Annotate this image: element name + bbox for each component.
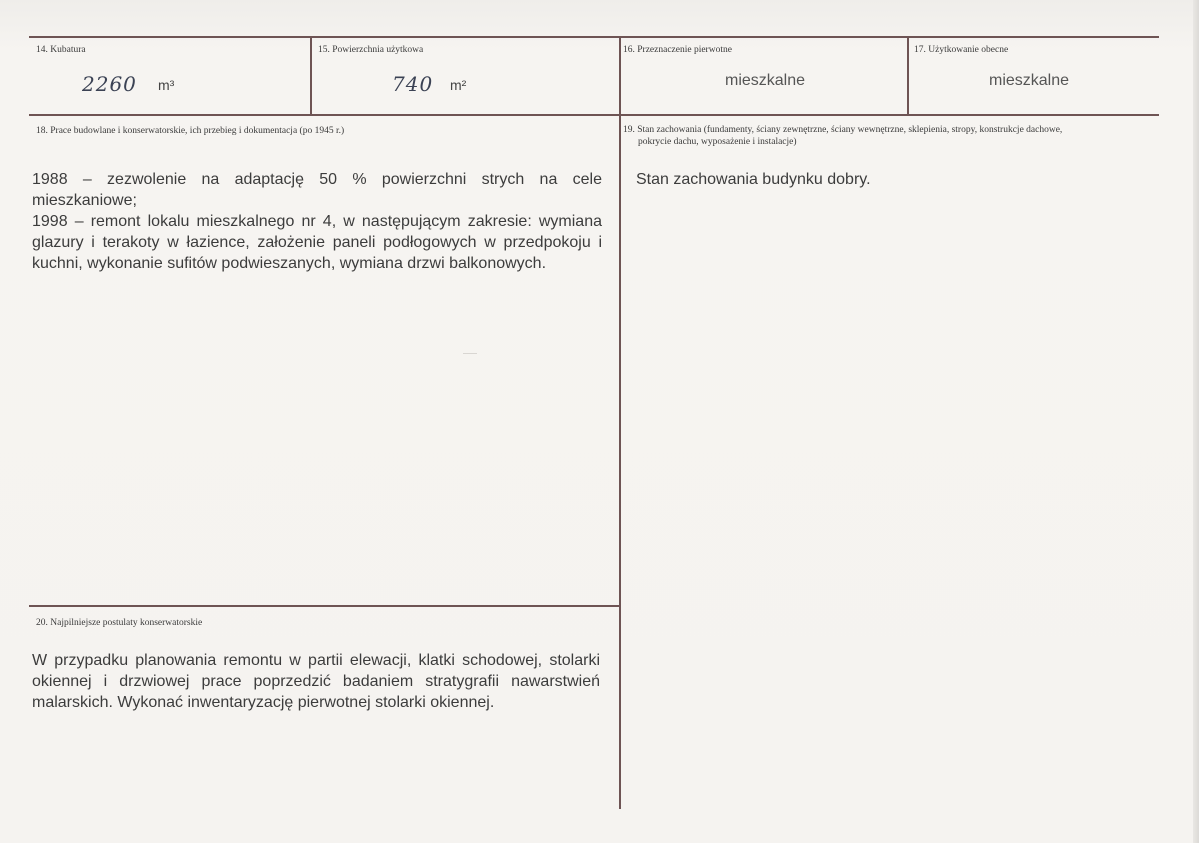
field-18-text: 1988 – zezwolenie na adaptację 50 % powierzchni strych na cele mieszkaniowe; 1998 – remont lokalu mieszkalnego nr 4, w następującym zakresie: wymiana glazury i terakoty w łazience, założenie paneli podłogowych w przedpokoju i kuchni, wykonanie sufitów podwieszanych, wymiana drzwi balkonowych. [32,171,602,272]
field-19-text: Stan zachowania budynku dobry. [636,171,871,188]
field-14-unit: m³ [158,77,175,93]
divider-14-15 [310,36,312,116]
field-16-value: mieszkalne [724,72,806,89]
field-14-value: 2260 [82,72,137,96]
field-20-text: W przypadku planowania remontu w partii elewacji, klatki schodowej, stolarki okiennej i drzwiowej prace poprzedzić badaniem stratygrafii nawarstwień malarskich. Wykonać inwentaryzację pierwotnej stolarki okiennej. [32,652,600,711]
field-19-label-continued: pokrycie dachu, wyposażenie i instalacje) [638,137,797,147]
field-19-label: 19. Stan zachowania (fundamenty, ściany zewnętrzne, ściany wewnętrzne, sklepienia, stropy, konstrukcje dachowe, [623,125,1063,135]
field-17-label: 17. Użytkowanie obecne [914,45,1009,55]
card-edge [1193,0,1199,843]
field-16-label: 16. Przeznaczenie pierwotne [623,45,732,55]
field-15-unit: m² [450,77,467,93]
paper-mark [463,353,477,354]
field-20-label: 20. Najpilniejsze postulaty konserwatorskie [36,618,203,628]
field-15-label: 15. Powierzchnia użytkowa [318,45,424,55]
section-20-top-rule [29,605,620,607]
row1-bottom-rule [29,114,1159,116]
field-14-label: 14. Kubatura [36,45,86,55]
field-18-label: 18. Prace budowlane i konserwatorskie, ich przebieg i dokumentacja (po 1945 r.) [36,126,345,136]
main-column-divider [619,36,621,809]
top-rule [29,36,1159,38]
field-15-value: 740 [392,72,434,96]
field-17-value: mieszkalne [988,72,1070,89]
